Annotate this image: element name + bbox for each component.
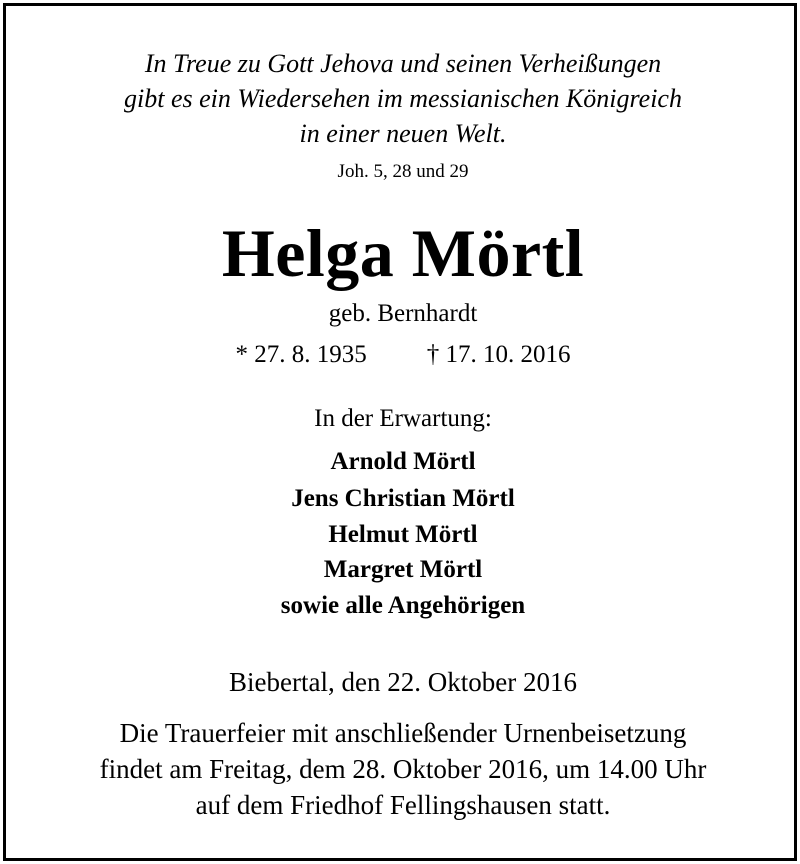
deceased-name: Helga Mörtl [221, 215, 585, 291]
obituary-notice [3, 3, 797, 861]
verse-reference: Joh. 5, 28 und 29 [337, 161, 469, 182]
birth-date: * 27. 8. 1935 [235, 341, 367, 368]
mourner-name: Arnold Mörtl [330, 448, 476, 475]
mourner-name: sowie alle Angehörigen [280, 592, 526, 619]
life-dates [6, 339, 800, 371]
mourner-name: Margret Mörtl [323, 556, 483, 583]
mourner-name: Helmut Mörtl [328, 521, 478, 548]
death-date: † 17. 10. 2016 [426, 341, 571, 368]
funeral-line-3: auf dem Friedhof Fellingshausen statt. [195, 790, 611, 820]
verse-line-3: in einer neuen Welt. [299, 119, 507, 148]
maiden-name: geb. Bernhardt [328, 300, 478, 327]
mourners-intro: In der Erwartung: [314, 405, 492, 432]
mourner-name: Jens Christian Mörtl [291, 485, 515, 512]
place-date: Biebertal, den 22. Oktober 2016 [229, 667, 577, 697]
verse-line-2: gibt es ein Wiedersehen im messianischen Königreich [124, 84, 682, 113]
funeral-line-1: Die Trauerfeier mit anschließender Urnenbeisetzung [119, 718, 687, 748]
verse-line-1: In Treue zu Gott Jehova und seinen Verheißungen [144, 49, 662, 78]
funeral-line-2: findet am Freitag, dem 28. Oktober 2016, um 14.00 Uhr [99, 754, 707, 784]
